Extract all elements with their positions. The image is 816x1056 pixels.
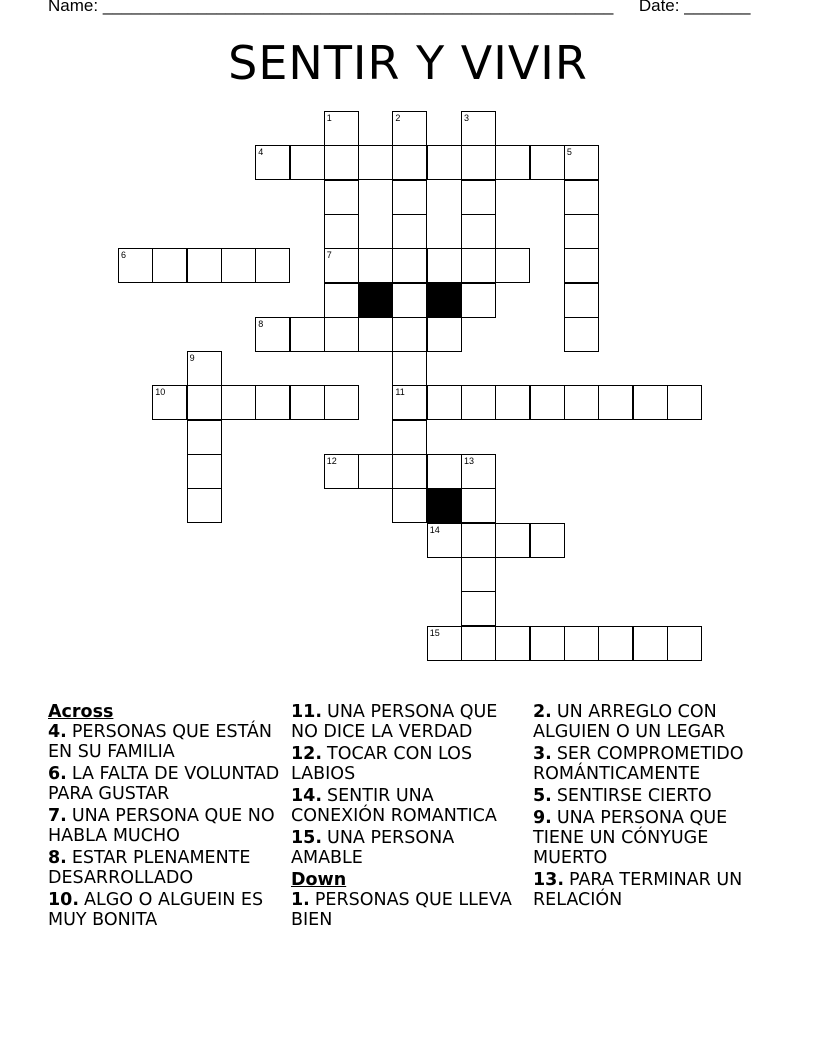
clue-number-label: 3 xyxy=(464,113,470,123)
clue-number-label: 2 xyxy=(395,113,401,123)
grid-cell[interactable] xyxy=(427,317,462,352)
grid-cell[interactable] xyxy=(358,454,393,489)
clue-number: 7. xyxy=(48,806,67,826)
clue-item xyxy=(48,764,284,804)
clue-text: ALGO O ALGUEIN ES MUY BONITA xyxy=(48,890,264,930)
grid-cell[interactable] xyxy=(324,454,359,489)
clue-column-2 xyxy=(291,702,527,932)
grid-cell[interactable] xyxy=(461,557,496,592)
clue-number: 8. xyxy=(48,848,67,868)
grid-cell[interactable] xyxy=(255,248,290,283)
grid-cell[interactable] xyxy=(187,420,222,455)
clue-number-label: 7 xyxy=(326,250,332,261)
clue-number: 11. xyxy=(291,702,323,722)
name-label: Name: xyxy=(48,0,99,15)
grid-cell[interactable] xyxy=(221,248,256,283)
clue-item xyxy=(291,786,527,826)
clue-number: 13. xyxy=(533,870,565,890)
grid-cell[interactable] xyxy=(324,145,359,180)
clue-text: UNA PERSONA QUE NO DICE LA VERDAD xyxy=(291,702,498,742)
grid-cell[interactable] xyxy=(187,385,222,420)
clue-text: UN ARREGLO CON ALGUIEN O UN LEGAR xyxy=(533,702,726,742)
clue-item xyxy=(291,744,527,784)
grid-cell[interactable] xyxy=(187,454,222,489)
clue-number: 1. xyxy=(291,890,310,910)
clue-number: 15. xyxy=(291,828,323,848)
grid-cell[interactable] xyxy=(187,351,222,386)
grid-cell[interactable] xyxy=(118,248,153,283)
grid-cell[interactable] xyxy=(427,248,462,283)
black-square xyxy=(427,283,462,318)
grid-cell[interactable] xyxy=(392,385,427,420)
clue-number-label: 4 xyxy=(258,147,264,158)
grid-cell[interactable] xyxy=(392,111,427,146)
clue-number: 3. xyxy=(533,744,552,764)
clue-number-label: 12 xyxy=(326,456,337,466)
grid-cell[interactable] xyxy=(392,488,427,523)
grid-cell[interactable] xyxy=(324,214,359,249)
clue-number-label: 15 xyxy=(429,627,440,638)
grid-cell[interactable] xyxy=(358,145,393,180)
clue-item xyxy=(533,808,769,868)
clue-number: 4. xyxy=(48,722,67,742)
grid-cell[interactable] xyxy=(530,523,565,558)
grid-cell[interactable] xyxy=(530,385,565,420)
clue-number-label: 1 xyxy=(326,113,332,123)
clue-text: LA FALTA DE VOLUNTAD PARA GUSTAR xyxy=(48,764,280,804)
grid-cell[interactable] xyxy=(324,180,359,215)
grid-cell[interactable] xyxy=(392,248,427,283)
grid-cell[interactable] xyxy=(427,385,462,420)
grid-cell[interactable] xyxy=(564,248,599,283)
clue-text: ESTAR PLENAMENTE DESARROLLADO xyxy=(48,848,251,888)
grid-cell[interactable] xyxy=(358,248,393,283)
name-field[interactable]: ______________________________________________________ xyxy=(102,0,614,15)
grid-cell[interactable] xyxy=(461,283,496,318)
clue-item xyxy=(48,806,284,846)
grid-cell[interactable] xyxy=(461,145,496,180)
black-square xyxy=(358,283,393,318)
clue-text: SENTIRSE CIERTO xyxy=(556,786,712,806)
grid-cell[interactable] xyxy=(221,385,256,420)
grid-cell[interactable] xyxy=(392,454,427,489)
grid-cell[interactable] xyxy=(530,626,565,661)
grid-cell[interactable] xyxy=(324,283,359,318)
grid-cell[interactable] xyxy=(427,454,462,489)
clue-column-1 xyxy=(48,702,284,932)
clue-item xyxy=(533,870,769,910)
grid-cell[interactable] xyxy=(290,145,325,180)
clue-text: SER COMPROMETIDO ROMÁNTICAMENTE xyxy=(533,744,744,784)
clue-item xyxy=(48,848,284,888)
grid-cell[interactable] xyxy=(564,180,599,215)
grid-cell[interactable] xyxy=(667,626,702,661)
page-title: SENTIR Y VIVIR xyxy=(228,36,588,90)
clue-text: UNA PERSONA QUE TIENE UN CÓNYUGE MUERTO xyxy=(533,808,728,868)
grid-cell[interactable] xyxy=(495,248,530,283)
clue-number: 6. xyxy=(48,764,67,784)
clue-number: 14. xyxy=(291,786,323,806)
grid-cell[interactable] xyxy=(633,385,668,420)
grid-cell[interactable] xyxy=(461,626,496,661)
grid-cell[interactable] xyxy=(392,214,427,249)
clue-number-label: 10 xyxy=(155,387,166,398)
clue-column-3 xyxy=(533,702,769,912)
clue-item xyxy=(48,890,284,930)
clue-number-label: 11 xyxy=(395,387,405,398)
grid-cell[interactable] xyxy=(495,523,530,558)
date-label: Date: xyxy=(638,0,680,15)
grid-cell[interactable] xyxy=(324,317,359,352)
grid-cell[interactable] xyxy=(427,145,462,180)
grid-cell[interactable] xyxy=(461,385,496,420)
clue-item xyxy=(533,786,769,806)
grid-cell[interactable] xyxy=(461,248,496,283)
clue-text: PARA TERMINAR UN RELACIÓN xyxy=(533,870,743,910)
clue-number: 5. xyxy=(533,786,552,806)
grid-cell[interactable] xyxy=(427,626,462,661)
clue-text: PERSONAS QUE LLEVA BIEN xyxy=(291,890,512,930)
grid-cell[interactable] xyxy=(461,214,496,249)
grid-cell[interactable] xyxy=(255,317,290,352)
grid-cell[interactable] xyxy=(187,488,222,523)
clue-text: UNA PERSONA AMABLE xyxy=(291,828,455,868)
grid-cell[interactable] xyxy=(358,317,393,352)
grid-cell[interactable] xyxy=(633,626,668,661)
grid-cell[interactable] xyxy=(564,317,599,352)
clue-text: PERSONAS QUE ESTÁN EN SU FAMILIA xyxy=(48,722,272,762)
clue-number-label: 9 xyxy=(189,353,195,364)
clue-number: 12. xyxy=(291,744,323,764)
grid-cell[interactable] xyxy=(255,145,290,180)
clue-number-label: 13 xyxy=(464,456,475,466)
clue-text: TOCAR CON LOS LABIOS xyxy=(291,744,473,784)
clue-number: 9. xyxy=(533,808,552,828)
clue-number-label: 8 xyxy=(258,318,264,329)
grid-cell[interactable] xyxy=(392,317,427,352)
clue-number-label: 6 xyxy=(121,250,127,261)
grid-cell[interactable] xyxy=(461,591,496,626)
grid-cell[interactable] xyxy=(667,385,702,420)
clue-item xyxy=(291,828,527,868)
grid-cell[interactable] xyxy=(530,145,565,180)
grid-cell[interactable] xyxy=(564,385,599,420)
clue-number: 10. xyxy=(48,890,80,910)
down-heading: Down xyxy=(291,870,347,890)
grid-cell[interactable] xyxy=(392,145,427,180)
clue-text: UNA PERSONA QUE NO HABLA MUCHO xyxy=(48,806,275,846)
black-square xyxy=(427,488,462,523)
grid-cell[interactable] xyxy=(564,626,599,661)
grid-cell[interactable] xyxy=(427,523,462,558)
grid-cell[interactable] xyxy=(152,248,187,283)
clue-text: SENTIR UNA CONEXIÓN ROMANTICA xyxy=(291,786,497,826)
grid-cell[interactable] xyxy=(461,488,496,523)
grid-cell[interactable] xyxy=(152,385,187,420)
clue-number-label: 5 xyxy=(566,147,572,158)
grid-cell[interactable] xyxy=(461,111,496,146)
clue-item xyxy=(48,722,284,762)
grid-cell[interactable] xyxy=(564,283,599,318)
grid-cell[interactable] xyxy=(564,145,599,180)
grid-cell[interactable] xyxy=(564,214,599,249)
grid-cell[interactable] xyxy=(290,385,325,420)
grid-cell[interactable] xyxy=(392,420,427,455)
grid-cell[interactable] xyxy=(324,111,359,146)
grid-cell[interactable] xyxy=(392,351,427,386)
clue-number-label: 14 xyxy=(429,524,440,535)
grid-cell[interactable] xyxy=(495,626,530,661)
grid-cell[interactable] xyxy=(461,454,496,489)
grid-cell[interactable] xyxy=(290,317,325,352)
grid-cell[interactable] xyxy=(495,145,530,180)
clue-item xyxy=(533,702,769,742)
grid-cell[interactable] xyxy=(324,385,359,420)
clue-item xyxy=(291,890,527,930)
grid-cell[interactable] xyxy=(392,283,427,318)
grid-cell[interactable] xyxy=(495,385,530,420)
grid-cell[interactable] xyxy=(255,385,290,420)
clue-item xyxy=(533,744,769,784)
across-heading: Across xyxy=(48,702,114,722)
grid-cell[interactable] xyxy=(461,180,496,215)
grid-cell[interactable] xyxy=(598,385,633,420)
grid-cell[interactable] xyxy=(324,248,359,283)
grid-cell[interactable] xyxy=(461,523,496,558)
grid-cell[interactable] xyxy=(598,626,633,661)
grid-cell[interactable] xyxy=(392,180,427,215)
grid-cell[interactable] xyxy=(187,248,222,283)
clue-item xyxy=(291,702,527,742)
clue-number: 2. xyxy=(533,702,552,722)
date-field[interactable]: _______ xyxy=(684,0,751,15)
